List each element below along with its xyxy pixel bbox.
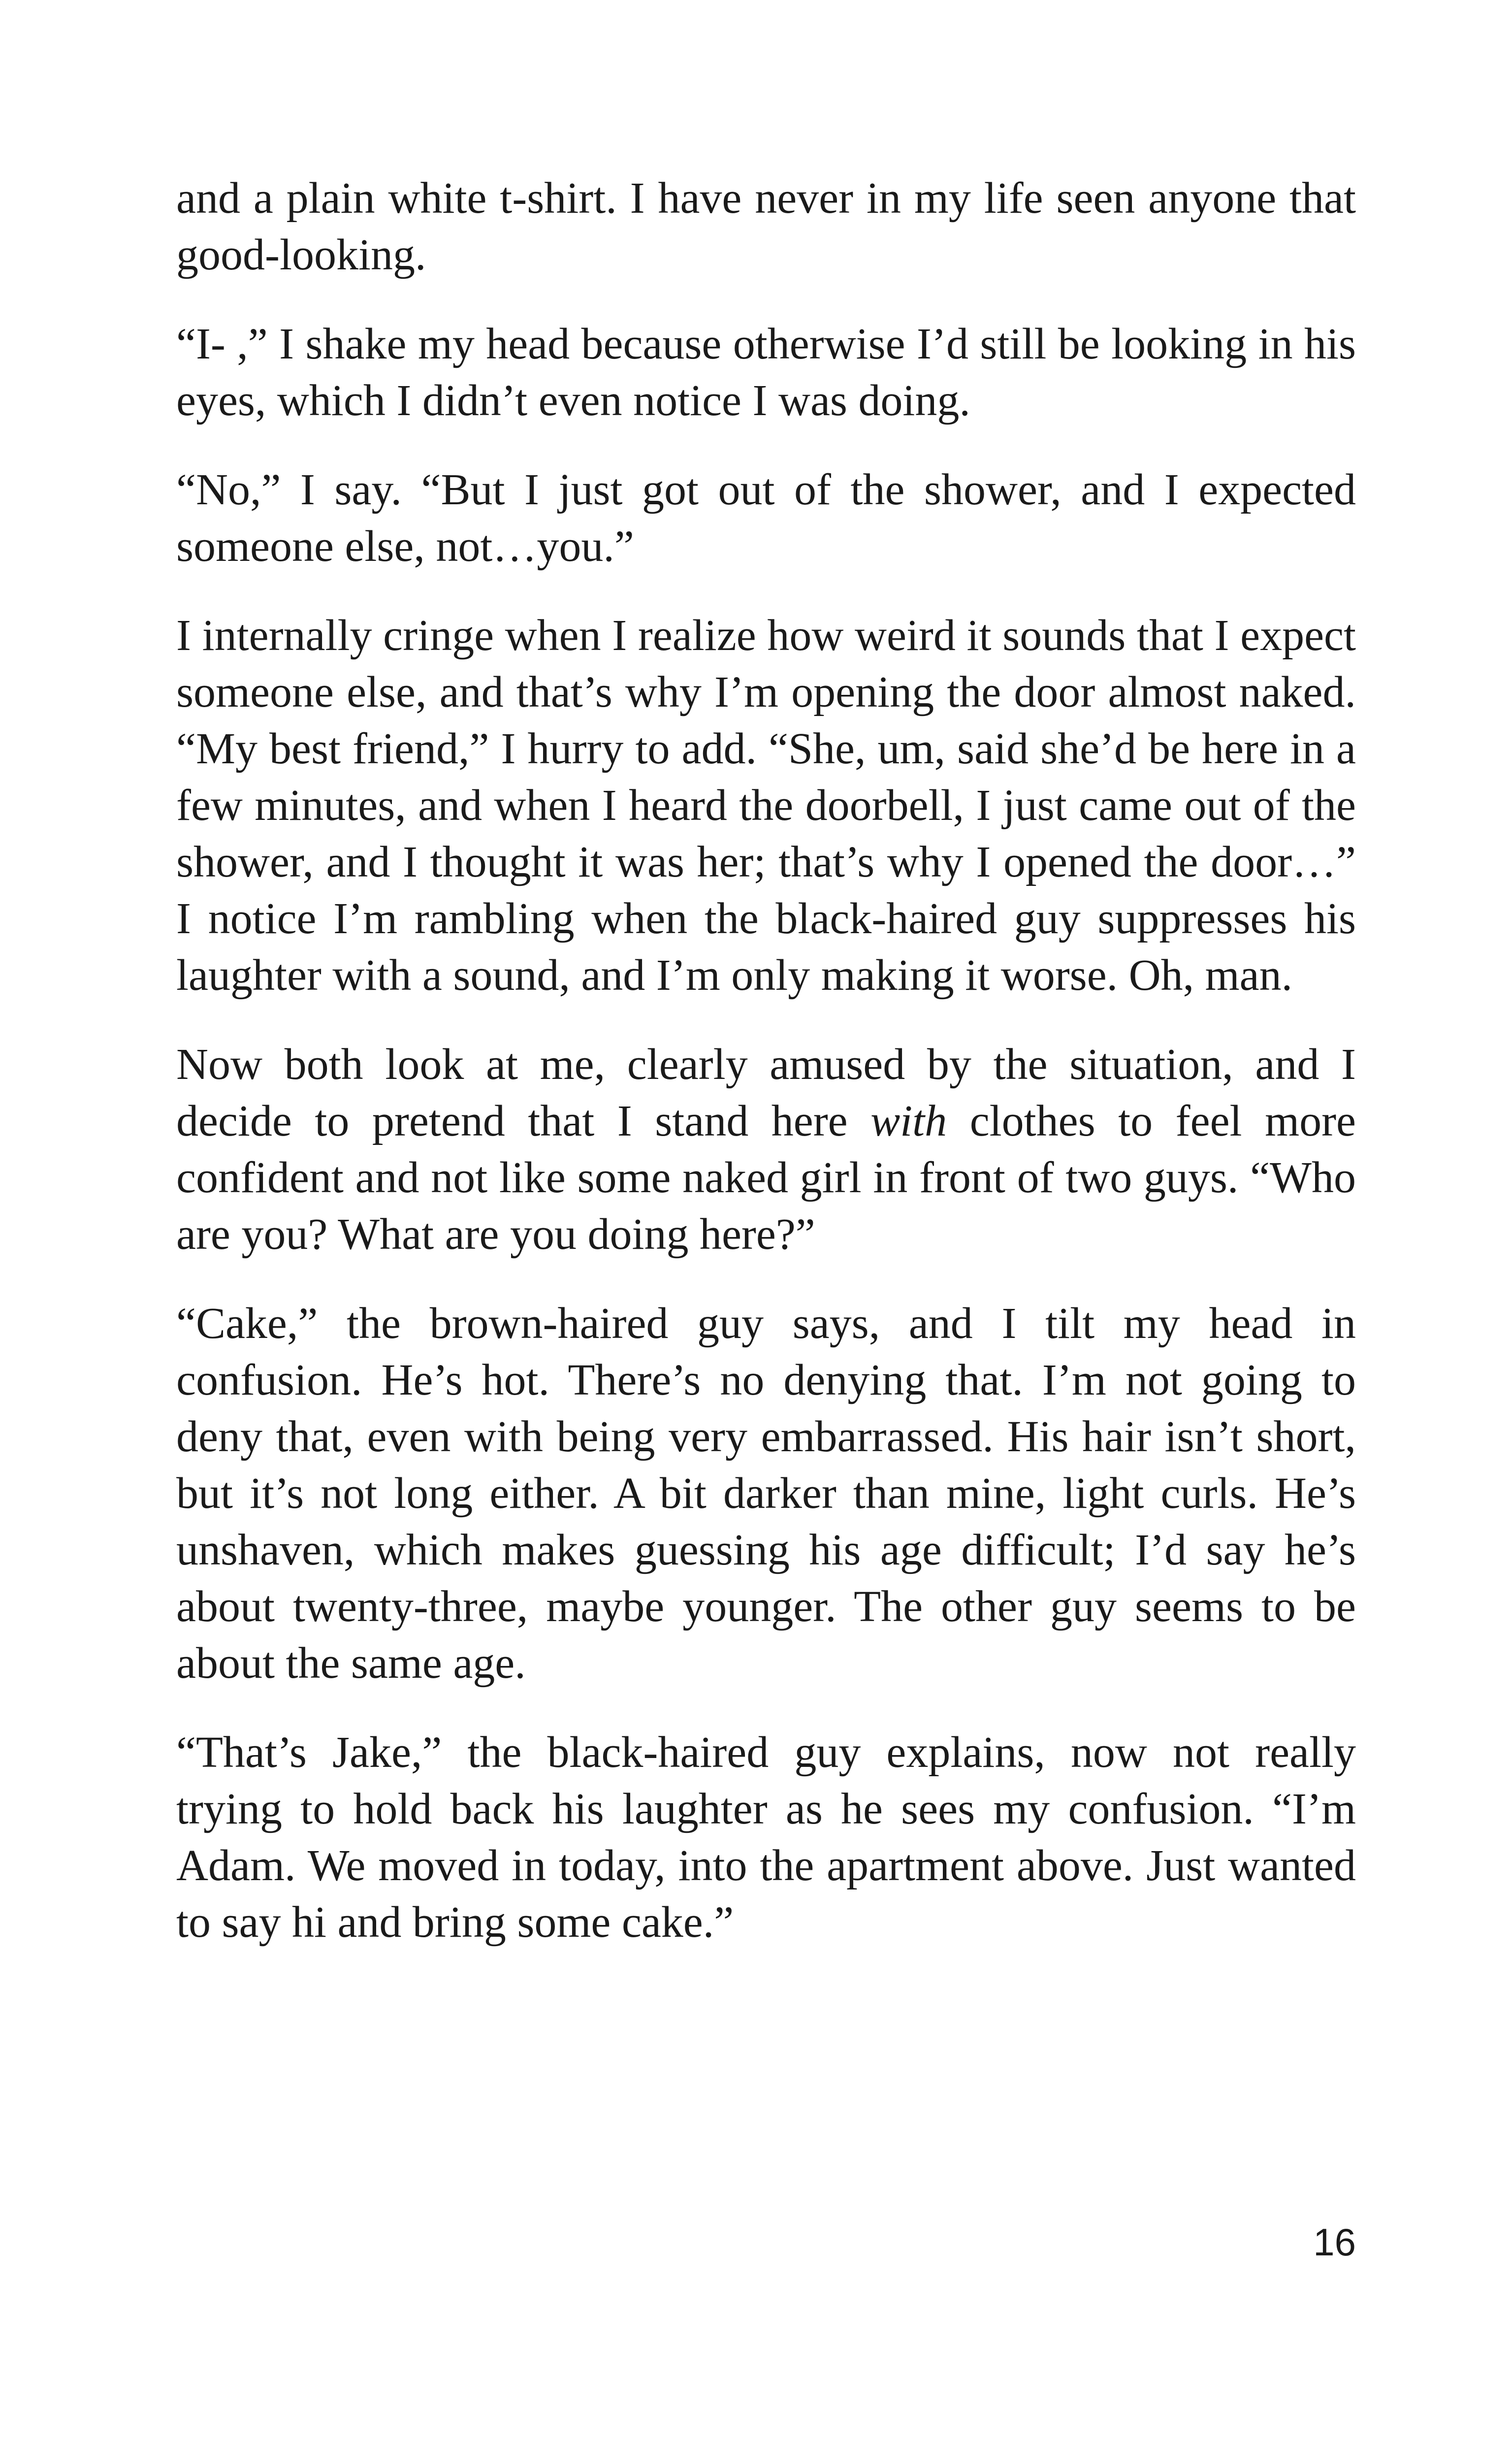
paragraph-4: I internally cringe when I realize how weird it sounds that I expect someone else, and that’s why I’m opening the door almost naked. “My best friend,” I hurry to add. “She, um, said she’d be here in a few minutes, and when I heard the doorbell, I just came out of the shower, and I thought it was her; that’s why I opened the door…” I notice I’m rambling when the black-haired guy suppresses his laughter with a sound, and I’m only making it worse. Oh, man. xyxy=(176,611,1356,1000)
paragraph-5 xyxy=(176,1036,1356,1263)
page-number: 16 xyxy=(1313,2220,1356,2264)
paragraph-5-emphasis: with xyxy=(870,1097,947,1145)
paragraph-3: “No,” I say. “But I just got out of the shower, and I expected someone else, not…you.” xyxy=(176,465,1356,571)
paragraph-7: “That’s Jake,” the black-haired guy explains, now not really trying to hold back his laughter as he sees my confusion. “I’m Adam. We moved in today, into the apartment above. Just wanted to say hi and bring some cake.” xyxy=(176,1728,1356,1947)
paragraph-1: and a plain white t-shirt. I have never in my life seen anyone that good-looking. xyxy=(176,174,1356,279)
paragraph-6: “Cake,” the brown-haired guy says, and I tilt my head in confusion. He’s hot. There’s no denying that. I’m not going to deny that, even with being very embarrassed. His hair isn’t short, but it’s not long either. A bit darker than mine, light curls. He’s unshaven, which makes guessing his age difficult; I’d say he’s about twenty-three, maybe younger. The other guy seems to be about the same age. xyxy=(176,1299,1356,1688)
body-text xyxy=(176,170,1356,1951)
paragraph-5-text-before: Now both look at me, clearly amused by the situation, and I decide to pretend that I stand here xyxy=(176,1040,1356,1145)
paragraph-5-text-after: clothes to feel more confident and not like some naked girl in front of two guys. “Who are you? What are you doing here?” xyxy=(176,1097,1356,1259)
paragraph-2: “I- ,” I shake my head because otherwise I’d still be looking in his eyes, which I didn’t even notice I was doing. xyxy=(176,320,1356,425)
